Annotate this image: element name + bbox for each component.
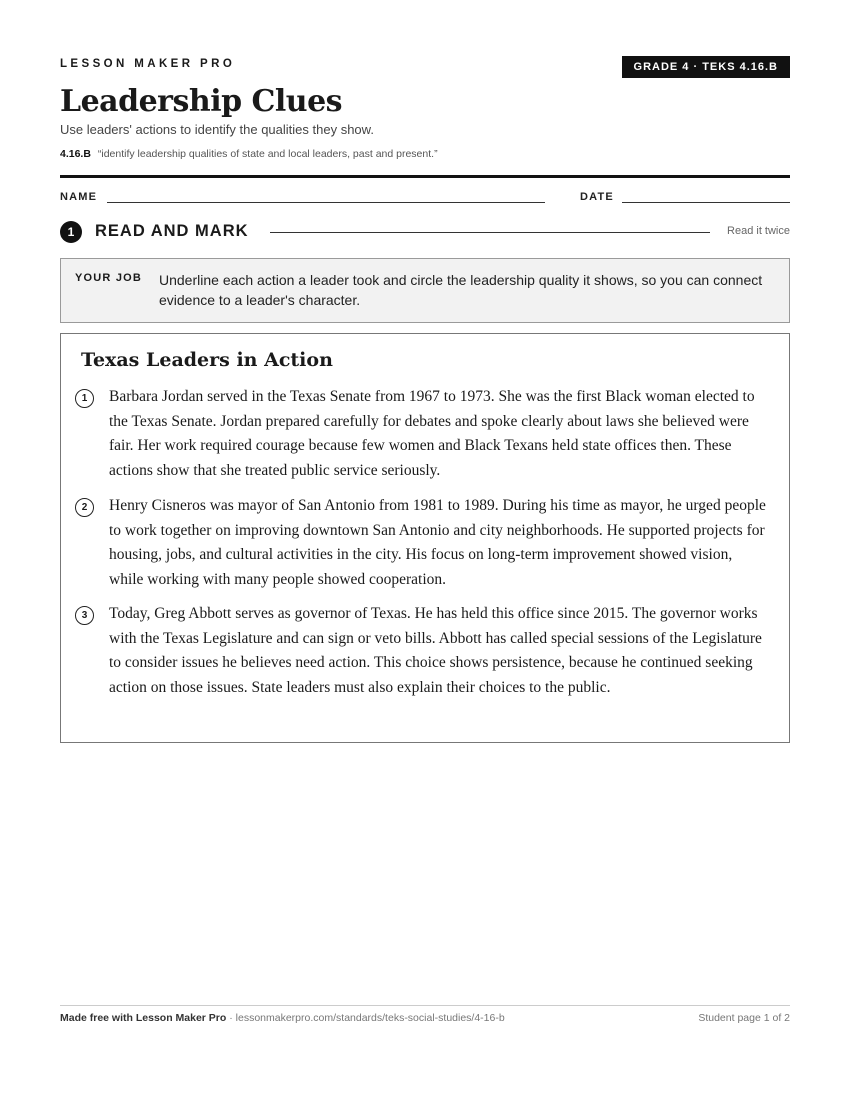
reading-passage-box: [60, 333, 790, 743]
standard-code: 4.16.B: [60, 148, 91, 160]
paragraph-number: 3: [75, 606, 94, 625]
page-subtitle: Use leaders' actions to identify the qualities they show.: [60, 122, 374, 137]
name-field[interactable]: [107, 202, 545, 203]
section-hint: Read it twice: [727, 225, 790, 237]
your-job-label: YOUR JOB: [75, 272, 143, 284]
passage-title: Texas Leaders in Action: [81, 349, 333, 371]
worksheet-page: [60, 0, 790, 1100]
name-date-row: [60, 191, 790, 207]
standard-line: [60, 148, 438, 160]
paragraph-number: 2: [75, 498, 94, 517]
paragraph-number: 1: [75, 389, 94, 408]
footer-separator: ·: [229, 1012, 236, 1024]
date-label: DATE: [580, 191, 614, 203]
paragraph-text: Barbara Jordan served in the Texas Senate from 1967 to 1973. She was the first Black woman elected to the Texas Senate. Jordan prepared carefully for debates and spoke clearly about laws she believed were fair. Her work required courage because few women and Black Texans held state offices then. These actions show that she treated public service seriously.: [109, 388, 755, 479]
your-job-box: [60, 258, 790, 323]
section-title: READ AND MARK: [95, 222, 249, 240]
section-header: [60, 221, 790, 243]
section-number-badge: 1: [60, 221, 82, 243]
footer-divider: [60, 1005, 790, 1006]
footer-page-number: Student page 1 of 2: [698, 1012, 790, 1024]
footer-url[interactable]: lessonmakerpro.com/standards/teks-social-studies/4-16-b: [235, 1012, 505, 1024]
paragraph-text: Today, Greg Abbott serves as governor of Texas. He has held this office since 2015. The governor works with the Texas Legislature and can sign or veto bills. Abbott has called special sessions of the Legislature to consider issues he believes need action. This choice shows persistence, because he continued seeking action on those issues. State leaders must also explain their choices to the public.: [109, 605, 762, 696]
paragraph-text: Henry Cisneros was mayor of San Antonio from 1981 to 1989. During his time as mayor, he urged people to work together on improving downtown San Antonio and city neighborhoods. He supported projects for housing, jobs, and cultural activities in the city. His focus on long-term improvement showed vision, while working with many people showed cooperation.: [109, 497, 766, 588]
standard-text: “identify leadership qualities of state and local leaders, past and present.”: [97, 148, 438, 160]
date-field[interactable]: [622, 202, 790, 203]
grade-badge: GRADE 4 · TEKS 4.16.B: [622, 56, 790, 78]
brand-name: LESSON MAKER PRO: [60, 58, 236, 70]
page-title: Leadership Clues: [60, 84, 343, 119]
your-job-text: Underline each action a leader took and circle the leadership quality it shows, so you can connect evidence to a leader's character.: [159, 272, 763, 308]
footer: [60, 1012, 790, 1024]
name-label: NAME: [60, 191, 98, 203]
header-divider: [60, 175, 790, 178]
section-rule: [270, 232, 710, 233]
footer-made-with: Made free with Lesson Maker Pro: [60, 1012, 227, 1024]
top-bar: [60, 56, 790, 78]
